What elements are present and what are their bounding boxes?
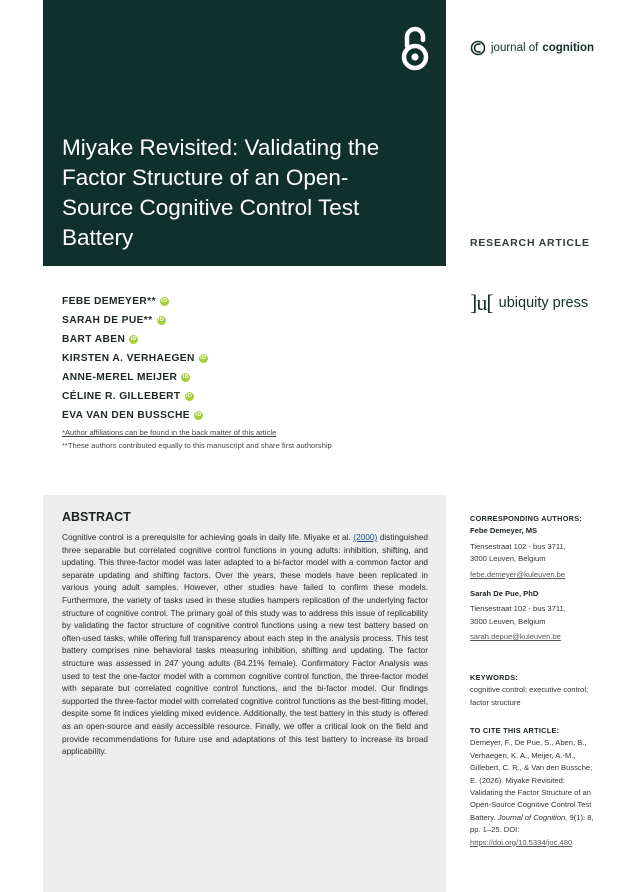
corresponding-name: Febe Demeyer, MS <box>470 526 538 536</box>
author-name[interactable]: KIRSTEN A. VERHAEGEN <box>62 353 195 364</box>
author-item <box>62 387 208 406</box>
citation-section <box>470 725 598 849</box>
article-type: RESEARCH ARTICLE <box>470 237 590 249</box>
orcid-icon[interactable]: iD <box>130 336 137 342</box>
citation-link[interactable]: (2000) <box>353 533 378 542</box>
orcid-icon[interactable]: iD <box>200 355 207 361</box>
journal-brand[interactable] <box>469 40 594 56</box>
keywords-section <box>470 672 598 709</box>
orcid-icon[interactable]: iD <box>157 317 165 323</box>
corresponding-name: Sarah De Pue, PhD <box>470 589 539 599</box>
abstract-text-start: Cognitive control is a prerequisite for achieving goals in daily life. Miyake et al. <box>62 533 354 542</box>
journal-name: cognition <box>542 42 595 54</box>
orcid-icon[interactable]: iD <box>185 393 193 399</box>
publisher-brand[interactable] <box>470 292 588 314</box>
author-item <box>62 349 208 368</box>
abstract-text-rest: distinguished three separable but correlated cognitive control functions in young adults: inhibition, shifting, and updating. This three-factor model was later adapted to a bi-factor model with a common factor and separate updating and shifting factors. Over the years, these models have been replicated in various young adult samples. However, other studies have failed to confirm these models. Furthermore, the variety of tasks used in these studies hampers replication of the underlying factor structure of cognitive control. The primary goal of this study was to address this issue of replicability by validating the factor structure of cognitive control functions using a new test battery based on often-used tasks, while offering full transparency about each step in the analysis process. This test battery comprises nine behavioral tasks measuring inhibition, shifting and updating. The factor structure was assessed in 247 young adults (84.21% female). Confirmatory Factor Analysis was used to test the one-factor model with a common cognitive control function, the three-factor model with separate but correlated cognitive control functions, and the bi-factor model. Our findings supported the three-factor model with correlated cognitive control functions as the best-fitting model, despite some fit indices yielding mixed evidence. Additionally, the test battery in this study is offered as an open-source and easily accessible resource. Finally, we offer a critical look on the field and provide recommendations for future use and adaptations of this test battery to increase its broad applicability. <box>62 533 428 757</box>
article-title: Miyake Revisited: Validating the Factor Structure of an Open-Source Cognitive Control Test Battery <box>62 135 380 250</box>
publisher-mark-icon: ]u[ <box>470 290 493 315</box>
abstract-heading: ABSTRACT <box>62 510 131 524</box>
citation-journal: Journal of Cognition, <box>497 812 568 822</box>
author-name[interactable]: ANNE-MEREL MEIJER <box>62 372 178 383</box>
author-item <box>62 311 208 330</box>
corresponding-authors <box>470 513 598 644</box>
citation-heading: TO CITE THIS ARTICLE: <box>470 726 560 735</box>
orcid-icon[interactable]: iD <box>195 412 202 418</box>
author-item <box>62 330 208 349</box>
publisher-name: ubiquity press <box>498 295 589 311</box>
author-name[interactable]: SARAH DE PUE** <box>62 315 153 326</box>
orcid-icon[interactable]: iD <box>182 374 189 380</box>
keywords-text: cognitive control; executive control; factor structure <box>470 685 589 707</box>
author-item <box>62 406 208 425</box>
journal-prefix: journal of <box>491 42 539 54</box>
corresponding-address: Tiensestraat 102 - bus 3711, <box>470 604 566 614</box>
author-name[interactable]: EVA VAN DEN BUSSCHE <box>62 410 190 421</box>
author-notes <box>62 426 332 452</box>
equal-contribution-note: **These authors contributed equally to this manuscript and share first authorship <box>62 441 332 450</box>
author-list <box>62 292 208 425</box>
corresponding-email-link[interactable]: febe.demeyer@kuleuven.be <box>470 569 566 579</box>
keywords-heading: KEYWORDS: <box>470 673 519 682</box>
journal-logo-icon <box>469 40 487 56</box>
affiliations-note[interactable]: *Author affiliations can be found in the back matter of this article <box>62 428 277 437</box>
author-name[interactable]: FEBE DEMEYER** <box>62 296 156 307</box>
corresponding-address: 3000 Leuven, Belgium <box>470 616 546 626</box>
open-access-icon <box>398 26 432 72</box>
citation-main: Demeyer, F., De Pue, S., Aben, B., Verhaegen, K. A., Meijer, A.-M., Gillebert, C. R., & Van den Bussche, E. (2026). Miyake Revisited: Validating the Factor Structure of an Open-Source Cognitive Control Test Battery. <box>470 738 593 822</box>
author-name[interactable]: CÉLINE R. GILLEBERT <box>62 391 181 402</box>
corresponding-heading: CORRESPONDING AUTHORS: <box>470 514 583 523</box>
citation-text <box>470 737 598 849</box>
corresponding-address: Tiensestraat 102 - bus 3711, <box>470 541 566 551</box>
doi-link[interactable]: https://doi.org/10.5334/joc.480 <box>470 837 573 847</box>
orcid-icon[interactable]: iD <box>161 298 168 304</box>
author-item <box>62 368 208 387</box>
author-item <box>62 292 208 311</box>
author-name[interactable]: BART ABEN <box>62 334 126 345</box>
citation-volume: 9(1): 8, pp. 1–25. DOI: <box>470 812 594 835</box>
abstract-body <box>62 532 428 759</box>
corresponding-address: 3000 Leuven, Belgium <box>470 554 546 564</box>
corresponding-email-link[interactable]: sarah.depue@kuleuven.be <box>470 632 561 642</box>
